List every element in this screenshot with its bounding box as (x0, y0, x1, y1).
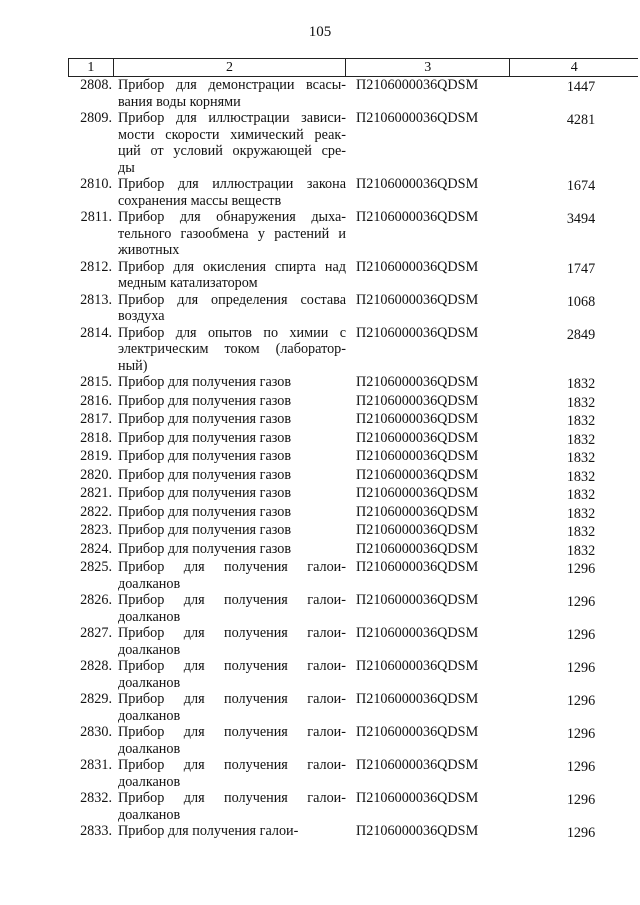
item-name-line: доалканов (118, 806, 181, 823)
table-row (68, 393, 638, 412)
row-number: 2819. (80, 448, 112, 464)
item-quantity: 4281 (566, 112, 596, 128)
item-name (114, 393, 346, 412)
item-quantity: 1832 (566, 542, 596, 559)
row-number: 2821. (80, 485, 112, 501)
item-name (114, 522, 346, 541)
item-name-line: Прибор для получения галои- (118, 724, 346, 740)
table-row (68, 522, 638, 541)
table-row (68, 823, 638, 842)
row-number: 2814. (80, 324, 112, 341)
item-name-line: ный) (118, 357, 148, 374)
item-name-line: Прибор для иллюстрации зависи- (118, 110, 346, 126)
item-quantity: 1296 (566, 660, 596, 676)
item-code: П2106000036QDSM (356, 411, 479, 427)
item-name-line: Прибор для получения газов (118, 503, 292, 520)
row-number: 2816. (80, 392, 112, 409)
row-number: 2823. (80, 522, 112, 538)
item-name (114, 374, 346, 393)
item-code: П2106000036QDSM (356, 291, 479, 308)
item-code: П2106000036QDSM (356, 540, 479, 557)
table-row (68, 485, 638, 504)
item-name (114, 757, 346, 790)
table-row (68, 625, 638, 658)
row-number: 2831. (80, 757, 112, 773)
item-name (114, 691, 346, 724)
item-name (114, 724, 346, 757)
table-row (68, 724, 638, 757)
item-name-line: Прибор для опытов по химии с (118, 324, 346, 341)
item-name-line: Прибор для окисления спирта над (118, 258, 346, 275)
column-header-2: 2 (114, 59, 346, 76)
table-row (68, 77, 638, 110)
row-number: 2820. (80, 466, 112, 483)
table-row (68, 259, 638, 292)
table-header (68, 58, 638, 77)
row-number: 2809. (80, 110, 112, 126)
item-name-line: тельного газообмена у растений и (118, 225, 346, 242)
row-number: 2811. (80, 209, 112, 225)
item-name (114, 430, 346, 449)
item-code: П2106000036QDSM (356, 757, 479, 773)
item-name-line: доалканов (118, 608, 181, 625)
items-table (68, 58, 638, 842)
item-name (114, 448, 346, 467)
item-code: П2106000036QDSM (356, 823, 479, 839)
item-name-line: Прибор для получения газов (118, 448, 292, 464)
row-number: 2818. (80, 429, 112, 446)
item-name-line: доалканов (118, 641, 181, 658)
item-code: П2106000036QDSM (356, 503, 479, 520)
item-code: П2106000036QDSM (356, 592, 479, 608)
row-number: 2815. (80, 374, 112, 390)
item-code: П2106000036QDSM (356, 522, 479, 538)
item-name-line: Прибор для получения галои- (118, 559, 346, 575)
item-code: П2106000036QDSM (356, 392, 479, 409)
item-code: П2106000036QDSM (356, 209, 479, 225)
row-number: 2826. (80, 592, 112, 608)
item-code: П2106000036QDSM (356, 559, 479, 575)
item-code: П2106000036QDSM (356, 790, 479, 806)
item-name-line: доалканов (118, 740, 181, 757)
item-quantity: 1296 (566, 825, 596, 841)
item-quantity: 1832 (566, 431, 596, 448)
item-name (114, 658, 346, 691)
item-name-line: Прибор для получения галои- (118, 592, 346, 608)
item-quantity: 1832 (566, 468, 596, 485)
item-name-line: медным катализатором (118, 275, 258, 291)
item-name-line: воздуха (118, 308, 165, 324)
item-name (114, 77, 346, 110)
item-name (114, 467, 346, 486)
item-quantity: 1832 (566, 505, 596, 522)
table-row (68, 448, 638, 467)
row-number: 2810. (80, 176, 112, 192)
item-quantity: 1068 (566, 293, 596, 310)
item-quantity: 1832 (566, 376, 596, 392)
table-row (68, 504, 638, 523)
item-code: П2106000036QDSM (356, 110, 479, 126)
item-name (114, 485, 346, 504)
item-name-line: доалканов (118, 674, 181, 691)
row-number: 2824. (80, 540, 112, 557)
table-row (68, 430, 638, 449)
item-code: П2106000036QDSM (356, 485, 479, 501)
item-quantity: 1832 (566, 394, 596, 411)
item-code: П2106000036QDSM (356, 466, 479, 483)
item-name-line: Прибор для получения галои- (118, 658, 346, 674)
item-name (114, 790, 346, 823)
page-number: 105 (308, 24, 332, 40)
item-code: П2106000036QDSM (356, 77, 479, 93)
item-name-line: мости скорости химический реак- (118, 126, 346, 143)
item-name (114, 823, 346, 842)
table-row (68, 292, 638, 325)
table-row (68, 559, 638, 592)
item-code: П2106000036QDSM (356, 324, 479, 341)
row-number: 2830. (80, 724, 112, 740)
item-name-line: электрическим током (лаборатор- (118, 341, 346, 357)
item-name-line: Прибор для получения газов (118, 374, 292, 390)
item-quantity: 3494 (566, 211, 596, 227)
item-quantity: 1832 (566, 524, 596, 540)
item-quantity: 1296 (566, 627, 596, 643)
item-quantity: 1832 (566, 450, 596, 466)
item-code: П2106000036QDSM (356, 691, 479, 707)
item-quantity: 1296 (566, 594, 596, 610)
row-number: 2833. (80, 823, 112, 839)
item-code: П2106000036QDSM (356, 658, 479, 674)
item-quantity: 1832 (566, 487, 596, 503)
table-row (68, 658, 638, 691)
table-body (68, 77, 638, 842)
column-header-1: 1 (68, 59, 114, 76)
item-name-line: доалканов (118, 575, 181, 592)
row-number: 2813. (80, 291, 112, 308)
item-name-line: доалканов (118, 773, 181, 790)
row-number: 2825. (80, 559, 112, 575)
item-name-line: Прибор для демонстрации всасы- (118, 77, 346, 93)
table-row (68, 790, 638, 823)
item-name-line: Прибор для получения галои- (118, 691, 346, 707)
item-name-line: Прибор для иллюстрации закона (118, 176, 346, 192)
item-name-line: Прибор для обнаружения дыха- (118, 209, 346, 225)
item-name-line: Прибор для получения газов (118, 540, 292, 557)
row-number: 2808. (80, 77, 112, 93)
item-name-line: Прибор для получения газов (118, 392, 292, 409)
column-header-4: 4 (570, 60, 578, 75)
item-name (114, 625, 346, 658)
row-number: 2812. (80, 258, 112, 275)
row-number: 2822. (80, 503, 112, 520)
item-name-line: животных (118, 242, 180, 258)
item-quantity: 1296 (566, 726, 596, 742)
item-name-line: Прибор для получения газов (118, 485, 292, 501)
item-name (114, 541, 346, 560)
item-name (114, 411, 346, 430)
table-row (68, 541, 638, 560)
item-name (114, 110, 346, 176)
table-row (68, 110, 638, 176)
item-code: П2106000036QDSM (356, 176, 479, 192)
item-name (114, 504, 346, 523)
table-row (68, 592, 638, 625)
item-quantity: 1296 (566, 561, 596, 577)
item-code: П2106000036QDSM (356, 374, 479, 390)
table-row (68, 691, 638, 724)
item-name-line: Прибор для определения состава (118, 291, 346, 308)
item-quantity: 1296 (566, 693, 596, 709)
item-code: П2106000036QDSM (356, 625, 479, 641)
row-number: 2827. (80, 625, 112, 641)
item-name-line: Прибор для получения газов (118, 522, 292, 538)
item-quantity: 1674 (566, 178, 596, 194)
item-code: П2106000036QDSM (356, 448, 479, 464)
item-quantity: 1747 (566, 260, 596, 277)
item-name-line: Прибор для получения галои- (118, 790, 346, 806)
item-name (114, 259, 346, 292)
table-row (68, 411, 638, 430)
item-name (114, 325, 346, 375)
column-header-3: 3 (346, 59, 510, 76)
table-row (68, 325, 638, 375)
item-name-line: Прибор для получения газов (118, 429, 292, 446)
table-row (68, 374, 638, 393)
item-name-line: Прибор для получения галои- (118, 823, 299, 839)
item-name-line: Прибор для получения галои- (118, 757, 346, 773)
item-name (114, 176, 346, 209)
row-number: 2832. (80, 790, 112, 806)
item-name-line: сохранения массы веществ (118, 192, 282, 209)
item-name (114, 292, 346, 325)
item-code: П2106000036QDSM (356, 258, 479, 275)
item-name (114, 559, 346, 592)
item-quantity: 1296 (566, 759, 596, 775)
item-name-line: вания воды корнями (118, 93, 241, 110)
item-name-line: Прибор для получения галои- (118, 625, 346, 641)
row-number: 2829. (80, 691, 112, 707)
table-row (68, 757, 638, 790)
table-row (68, 209, 638, 259)
row-number: 2828. (80, 658, 112, 674)
item-quantity: 1832 (566, 413, 596, 429)
item-quantity: 1296 (566, 792, 596, 808)
item-name-line: Прибор для получения газов (118, 411, 292, 427)
item-quantity: 2849 (566, 326, 596, 343)
table-row (68, 467, 638, 486)
item-name-line: доалканов (118, 707, 181, 724)
item-name-line: Прибор для получения газов (118, 466, 292, 483)
item-code: П2106000036QDSM (356, 724, 479, 740)
item-name-line: ды (118, 159, 135, 176)
item-quantity: 1447 (566, 79, 596, 95)
row-number: 2817. (80, 411, 112, 427)
item-code: П2106000036QDSM (356, 429, 479, 446)
item-name-line: ций от условий окружающей сре- (118, 143, 346, 159)
item-name (114, 209, 346, 259)
item-name (114, 592, 346, 625)
table-row (68, 176, 638, 209)
